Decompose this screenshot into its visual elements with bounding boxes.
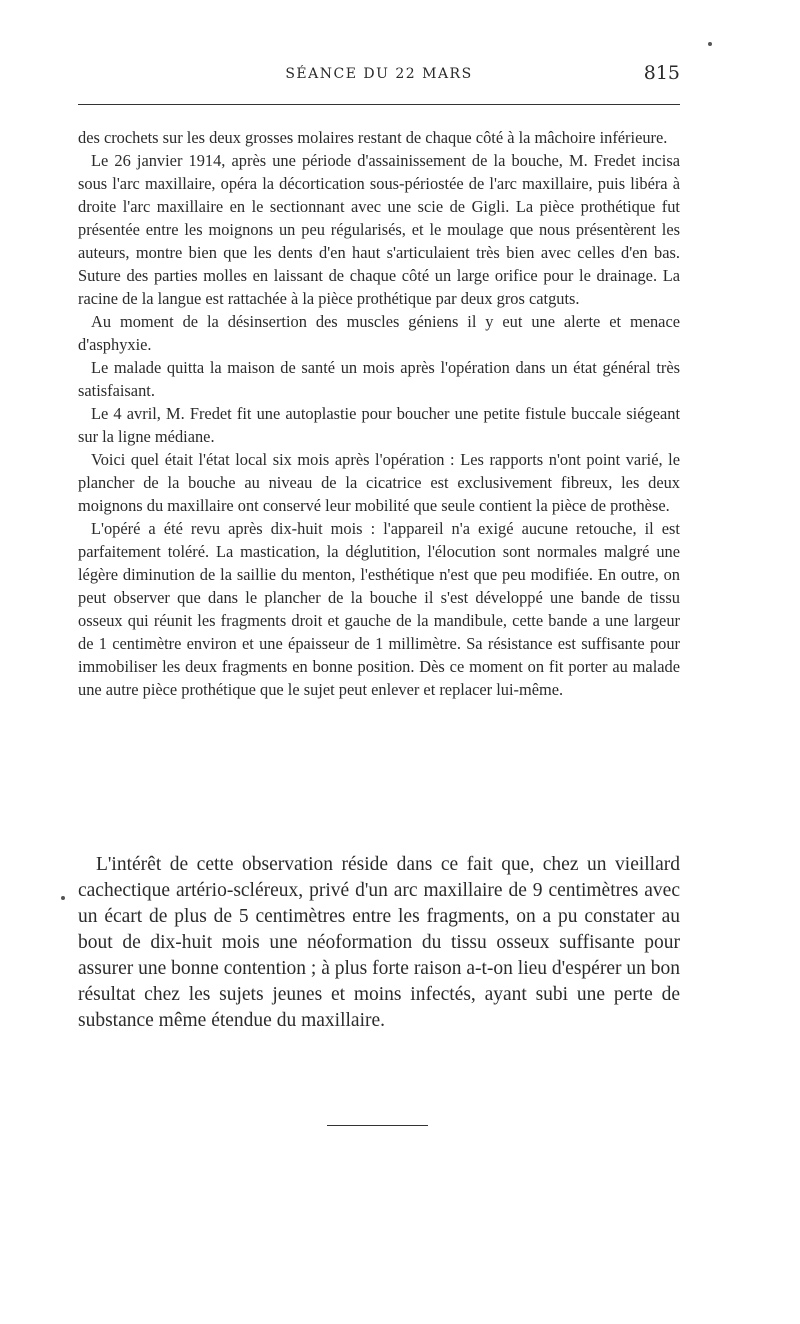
observation-text xyxy=(78,126,680,701)
paragraph: L'opéré a été revu après dix-huit mois : l'appareil n'a exigé aucune retouche, il est parfaitement toléré. La mastication, la déglutition, l'élocution sont normales malgré une légère diminution de la saillie du menton, l'esthétique n'est que peu modifiée. En outre, on peut observer que dans le plancher de la bouche il s'est développé une bande de tissu osseux qui réunit les fragments droit et gauche de la mandibule, cette bande a une largeur de 1 centimètre environ et une épaisseur de 1 millimètre. Sa résistance est suffisante pour immobiliser les deux fragments en bonne position. Dès ce moment on fit porter au malade une autre pièce prothétique que le sujet peut enlever et replacer lui-même. xyxy=(78,519,680,699)
conclusion-text xyxy=(78,852,680,1034)
paragraph: des crochets sur les deux grosses molaires restant de chaque côté à la mâchoire inférieure. xyxy=(78,128,668,147)
paragraph: Voici quel était l'état local six mois après l'opération : Les rapports n'ont point varié, le plancher de la bouche au niveau de la cicatrice est exclusivement fibreux, les deux moignons du maxillaire ont conservé leur mobilité que seule contient la pièce de prothèse. xyxy=(78,450,680,515)
paragraph: Au moment de la désinsertion des muscles géniens il y eut une alerte et menace d'asphyxie. xyxy=(78,312,680,354)
header-rule xyxy=(78,104,680,105)
print-speck xyxy=(708,42,712,46)
end-rule xyxy=(327,1125,428,1126)
paragraph: Le malade quitta la maison de santé un mois après l'opération dans un état général très satisfaisant. xyxy=(78,358,680,400)
page-number: 815 xyxy=(643,62,680,84)
print-speck xyxy=(61,896,65,900)
paragraph: Le 26 janvier 1914, après une période d'assainissement de la bouche, M. Fredet incisa sous l'arc maxillaire, opéra la décortication sous-périostée de l'arc maxillaire, puis libéra à droite l'arc maxillaire en le sectionnant avec une scie de Gigli. La pièce prothétique fut présentée entre les moignons un peu régularisés, et le moulage que nous présentèrent les auteurs, montre bien que les dents d'en haut s'articulaient très bien avec celles d'en bas. Suture des parties molles en laissant de chaque côté un large orifice pour le drainage. La racine de la langue est rattachée à la pièce prothétique par deux gros catguts. xyxy=(78,151,680,308)
page-header xyxy=(78,62,680,90)
running-head: SÉANCE DU 22 MARS xyxy=(285,66,473,82)
conclusion-paragraph: L'intérêt de cette observation réside dans ce fait que, chez un vieillard cachectique artério-scléreux, privé d'un arc maxillaire de 9 centimètres avec un écart de plus de 5 centimètres entre les fragments, on a pu constater au bout de dix-huit mois une néoformation du tissu osseux suffisante pour assurer une bonne contention ; à plus forte raison a-t-on lieu d'espérer un bon résultat chez les sujets jeunes et moins infectés, ayant subi une perte de substance même étendue du maxillaire. xyxy=(78,854,680,1031)
paragraph: Le 4 avril, M. Fredet fit une autoplastie pour boucher une petite fistule buccale siégeant sur la ligne médiane. xyxy=(78,404,680,446)
